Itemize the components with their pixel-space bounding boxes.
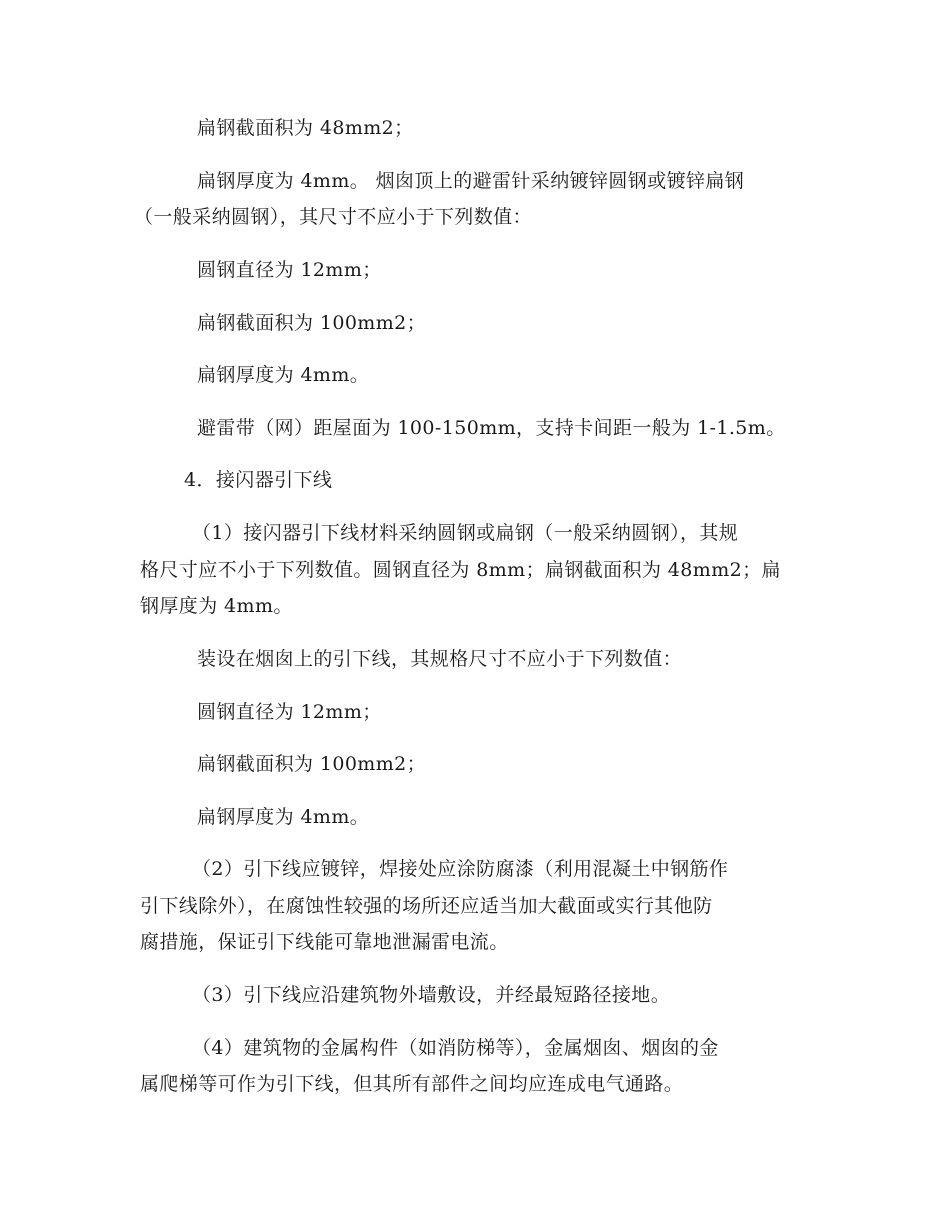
text-line: （4）建筑物的金属构件（如消防梯等），金属烟囱、烟囱的金 — [192, 1037, 719, 1059]
text-line: （3）引下线应沿建筑物外墙敷设，并经最短路径接地。 — [192, 984, 671, 1006]
text-line: 扁钢截面积为 100mm2； — [197, 312, 427, 334]
text-line: 避雷带（网）距屋面为 100-150mm，支持卡间距一般为 1-1.5m。 — [197, 417, 786, 439]
text-line: （一般采纳圆钢），其尺寸不应小于下列数值： — [134, 206, 532, 228]
text-line: （2）引下线应镀锌，焊接处应涂防腐漆（利用混凝土中钢筋作 — [192, 858, 729, 880]
section-heading: 4．接闪器引下线 — [184, 469, 333, 491]
text-line: 扁钢截面积为 48mm2； — [197, 117, 414, 139]
text-line: 圆钢直径为 12mm； — [197, 259, 382, 281]
text-line: 扁钢厚度为 4mm。 — [197, 806, 370, 828]
text-line: 扁钢厚度为 4mm。 — [197, 364, 370, 386]
text-line: 腐措施，保证引下线能可靠地泄漏雷电流。 — [140, 931, 509, 953]
text-line: 格尺寸应不小于下列数值。圆钢直径为 8mm；扁钢截面积为 48mm2；扁 — [140, 559, 781, 581]
text-line: 属爬梯等可作为引下线，但其所有部件之间均应连成电气通路。 — [140, 1073, 684, 1095]
text-line: 装设在烟囱上的引下线，其规格尺寸不应小于下列数值： — [197, 648, 683, 670]
text-line: 引下线除外），在腐蚀性较强的场所还应适当加大截面或实行其他防 — [140, 895, 713, 917]
text-line: （1）接闪器引下线材料采纳圆钢或扁钢（一般采纳圆钢），其规 — [192, 522, 739, 544]
text-line: 钢厚度为 4mm。 — [140, 595, 293, 617]
text-line: 扁钢厚度为 4mm。 烟囱顶上的避雷针采纳镀锌圆钢或镀锌扁钢 — [197, 170, 745, 192]
text-line: 扁钢截面积为 100mm2； — [197, 753, 427, 775]
text-line: 圆钢直径为 12mm； — [197, 701, 382, 723]
